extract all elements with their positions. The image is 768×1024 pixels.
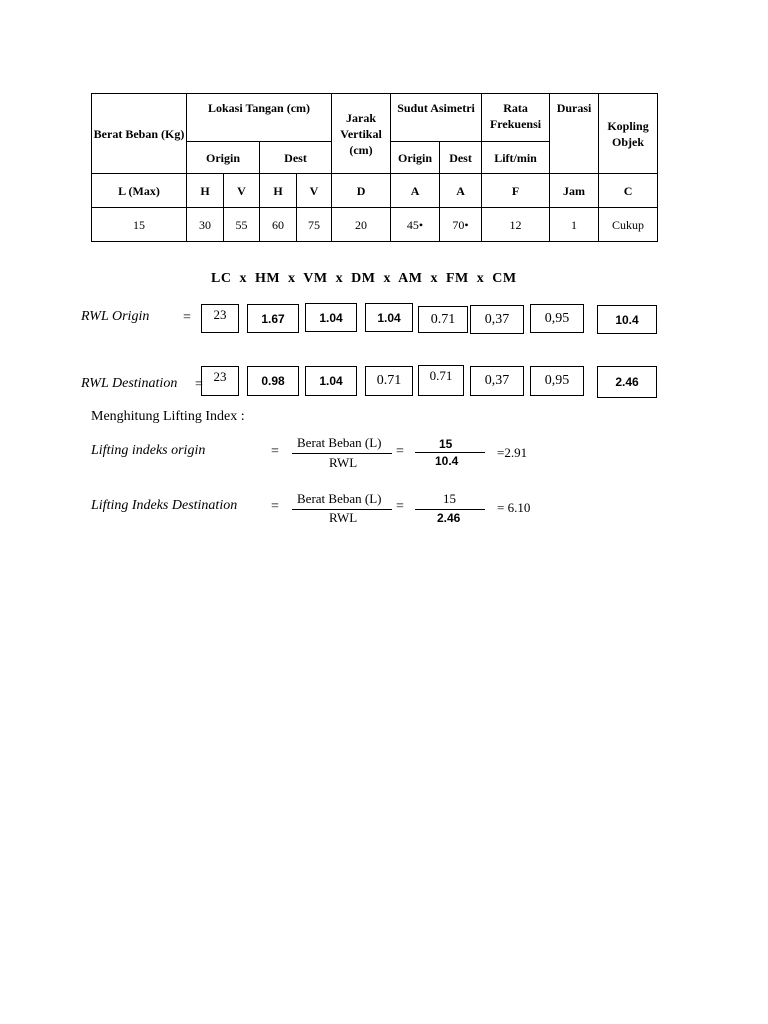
- subheader-origin: Origin: [187, 142, 260, 174]
- symbol-cell: D: [332, 174, 391, 208]
- value-cell: 75: [297, 208, 332, 242]
- lifting-destination-num-value: 15: [443, 491, 456, 506]
- value-cell: 55: [224, 208, 260, 242]
- lifting-origin-equals: =: [271, 444, 279, 459]
- rwl-destination-am: 0.71: [418, 365, 464, 396]
- lifting-destination-label: Lifting Indeks Destination: [91, 498, 238, 513]
- rwl-origin-equals: =: [183, 310, 191, 325]
- header-durasi: Durasi: [550, 94, 599, 174]
- rwl-origin-lc: 23: [201, 304, 239, 333]
- rwl-destination-label: RWL Destination: [81, 376, 178, 391]
- value-cell: Cukup: [599, 208, 658, 242]
- rwl-origin-dm: 1.04: [365, 303, 413, 332]
- header-rata-frekuensi: Rata Frekuensi: [482, 94, 550, 142]
- lifting-destination-equals: =: [271, 499, 279, 514]
- symbol-cell: L (Max): [92, 174, 187, 208]
- rwl-origin-hm: 1.67: [247, 304, 299, 333]
- lifting-origin-value-bar: [415, 452, 485, 453]
- rwl-origin-vm: 1.04: [305, 303, 357, 332]
- rwl-origin-cm: 0,95: [530, 304, 584, 333]
- subheader-sudut-dest: Dest: [440, 142, 482, 174]
- value-cell: 60: [260, 208, 297, 242]
- rwl-destination-dm: 0.71: [365, 366, 413, 396]
- symbol-cell: Jam: [550, 174, 599, 208]
- symbol-cell: A: [391, 174, 440, 208]
- niosh-parameter-table: [91, 93, 658, 242]
- rwl-formula: LC x HM x VM x DM x AM x FM x CM: [211, 271, 517, 286]
- symbol-cell: H: [187, 174, 224, 208]
- header-kopling-objek: Kopling Objek: [599, 94, 658, 174]
- symbol-cell: V: [224, 174, 260, 208]
- rwl-origin-label: RWL Origin: [81, 309, 150, 324]
- rwl-origin-fm: 0,37: [470, 305, 524, 334]
- lifting-destination-denominator: RWL: [329, 510, 358, 525]
- rwl-destination-vm: 1.04: [305, 366, 357, 396]
- value-cell: 30: [187, 208, 224, 242]
- lifting-destination-result: = 6.10: [497, 500, 531, 515]
- symbol-cell: H: [260, 174, 297, 208]
- value-cell: 12: [482, 208, 550, 242]
- subheader-sudut-origin: Origin: [391, 142, 440, 174]
- value-cell: 45•: [391, 208, 440, 242]
- symbol-cell: C: [599, 174, 658, 208]
- rwl-origin-result: 10.4: [597, 305, 657, 334]
- lifting-origin-label: Lifting indeks origin: [91, 443, 206, 458]
- subheader-lift-per-min: Lift/min: [482, 142, 550, 174]
- rwl-origin-am: 0.71: [418, 306, 468, 333]
- lifting-origin-fraction-bar: [292, 453, 392, 454]
- header-jarak-vertikal: Jarak Vertikal (cm): [332, 94, 391, 174]
- lifting-origin-denominator: RWL: [329, 455, 358, 470]
- symbol-cell: A: [440, 174, 482, 208]
- header-lokasi-tangan: Lokasi Tangan (cm): [187, 94, 332, 142]
- lifting-destination-value-bar: [415, 509, 485, 510]
- lifting-origin-equals-2: =: [396, 444, 404, 459]
- value-cell: 20: [332, 208, 391, 242]
- rwl-destination-fm: 0,37: [470, 366, 524, 396]
- subheader-dest: Dest: [260, 142, 332, 174]
- symbol-cell: V: [297, 174, 332, 208]
- rwl-destination-hm: 0.98: [247, 366, 299, 396]
- lifting-destination-numerator: Berat Beban (L): [297, 491, 382, 506]
- value-cell: 70•: [440, 208, 482, 242]
- lifting-origin-den-value: 10.4: [435, 454, 459, 468]
- lifting-index-heading: Menghitung Lifting Index :: [91, 409, 245, 424]
- lifting-destination-den-value: 2.46: [437, 511, 461, 525]
- header-sudut-asimetri: Sudut Asimetri: [391, 94, 482, 142]
- lifting-destination-equals-2: =: [396, 499, 404, 514]
- rwl-destination-cm: 0,95: [530, 366, 584, 396]
- value-cell: 15: [92, 208, 187, 242]
- rwl-destination-equals: =: [195, 377, 203, 392]
- lifting-origin-num-value: 15: [439, 437, 453, 451]
- rwl-destination-lc: 23: [201, 366, 239, 396]
- rwl-destination-result: 2.46: [597, 366, 657, 398]
- value-cell: 1: [550, 208, 599, 242]
- lifting-origin-result: =2.91: [497, 445, 528, 460]
- lifting-origin-numerator: Berat Beban (L): [297, 435, 382, 450]
- header-berat-beban: Berat Beban (Kg): [92, 94, 187, 174]
- symbol-cell: F: [482, 174, 550, 208]
